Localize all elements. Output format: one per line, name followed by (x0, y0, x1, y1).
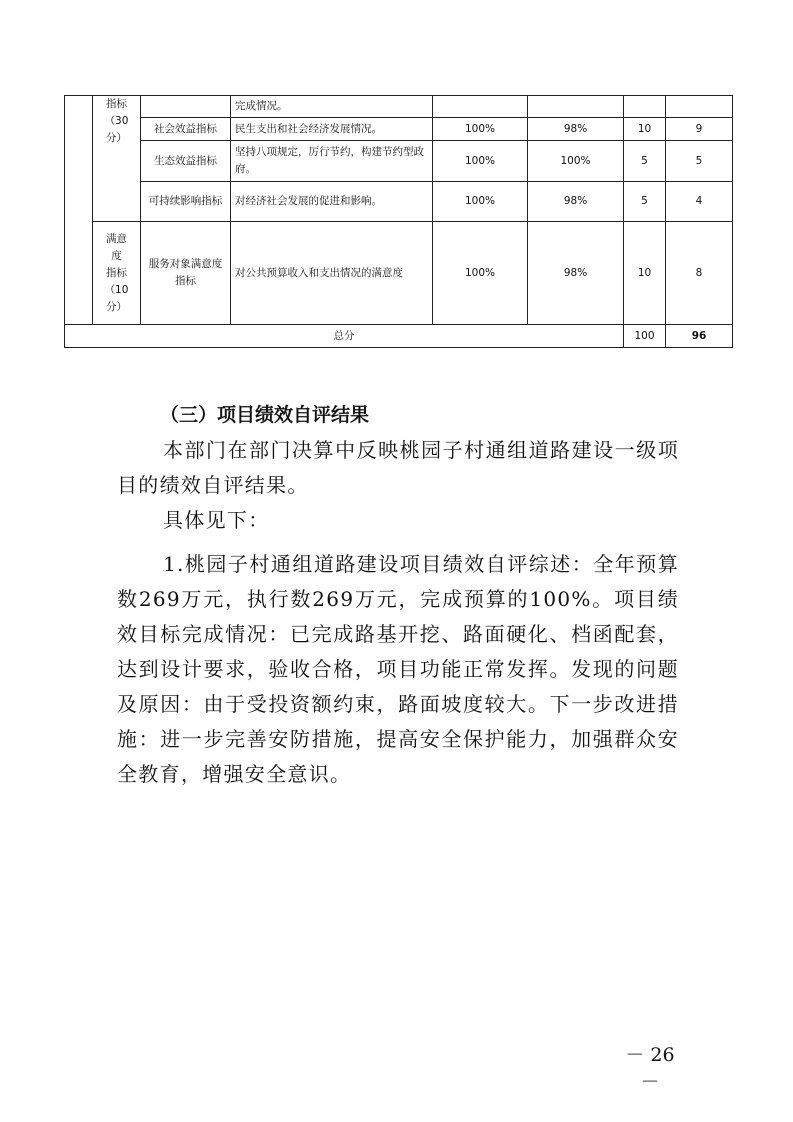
level2-indicator-cell (93, 96, 141, 222)
score-value: 4 (666, 182, 733, 222)
weight-value: 5 (624, 182, 666, 222)
weight-value (624, 96, 666, 118)
level3-indicator-cell: 可持续影响指标 (141, 182, 231, 222)
actual-value: 98% (528, 118, 624, 141)
actual-value (528, 96, 624, 118)
indicator-description: 对公共预算收入和支出情况的满意度 (231, 222, 433, 325)
level2-indicator-cell (93, 222, 141, 325)
score-value: 8 (666, 222, 733, 325)
level2-label-benefit: 指标 （30 分） (104, 98, 129, 144)
score-value: 9 (666, 118, 733, 141)
level3-indicator-cell: 生态效益指标 (141, 141, 231, 182)
table-row (65, 222, 733, 325)
score-value: 5 (666, 141, 733, 182)
table-row (65, 182, 733, 222)
actual-value: 98% (528, 222, 624, 325)
performance-table (64, 95, 733, 348)
body-paragraph: 本部门在部门决算中反映桃园子村通组道路建设一级项目的绩效自评结果。 (117, 438, 679, 497)
target-value (433, 96, 528, 118)
target-value: 100% (433, 141, 528, 182)
section-heading: （三）项目绩效自评结果 (160, 404, 370, 426)
total-score: 96 (666, 325, 733, 348)
table-row (65, 96, 733, 118)
weight-value: 10 (624, 222, 666, 325)
indicator-description: 完成情况。 (231, 96, 433, 118)
actual-value: 100% (528, 141, 624, 182)
level3-indicator-cell: 社会效益指标 (141, 118, 231, 141)
target-value: 100% (433, 118, 528, 141)
target-value: 100% (433, 182, 528, 222)
indicator-description: 坚持八项规定，厉行节约，构建节约型政府。 (231, 141, 433, 182)
body-paragraph: 1.桃园子村通组道路建设项目绩效自评综述：全年预算数269万元，执行数269万元，完成预算的100%。项目绩效目标完成情况：已完成路基开挖、路面硬化、档函配套，达到设计要求，验收合格，项目功能正常发挥。发现的问题及原因：由于受投资额约束，路面坡度较大。下一步改进措施：进一步完善安防措施，提高安全保护能力，加强群众安全教育，增强安全意识。 (117, 552, 679, 786)
total-row (65, 325, 733, 348)
table-row (65, 118, 733, 141)
level2-label-satisfaction: 满意 度 指标 （10 分） (104, 232, 129, 313)
page-number: － 26 － (625, 1044, 675, 1093)
weight-value: 10 (624, 118, 666, 141)
score-value (666, 96, 733, 118)
level3-indicator-cell (141, 96, 231, 118)
table-row (65, 141, 733, 182)
weight-value: 5 (624, 141, 666, 182)
indicator-description: 对经济社会发展的促进和影响。 (231, 182, 433, 222)
body-paragraph: 具体见下： (163, 508, 270, 532)
level3-indicator-cell: 服务对象满意度指标 (141, 222, 231, 325)
indicator-description: 民生支出和社会经济发展情况。 (231, 118, 433, 141)
actual-value: 98% (528, 182, 624, 222)
total-label: 总分 (65, 325, 624, 348)
target-value: 100% (433, 222, 528, 325)
total-weight: 100 (624, 325, 666, 348)
level1-indicator-cell (65, 96, 93, 325)
